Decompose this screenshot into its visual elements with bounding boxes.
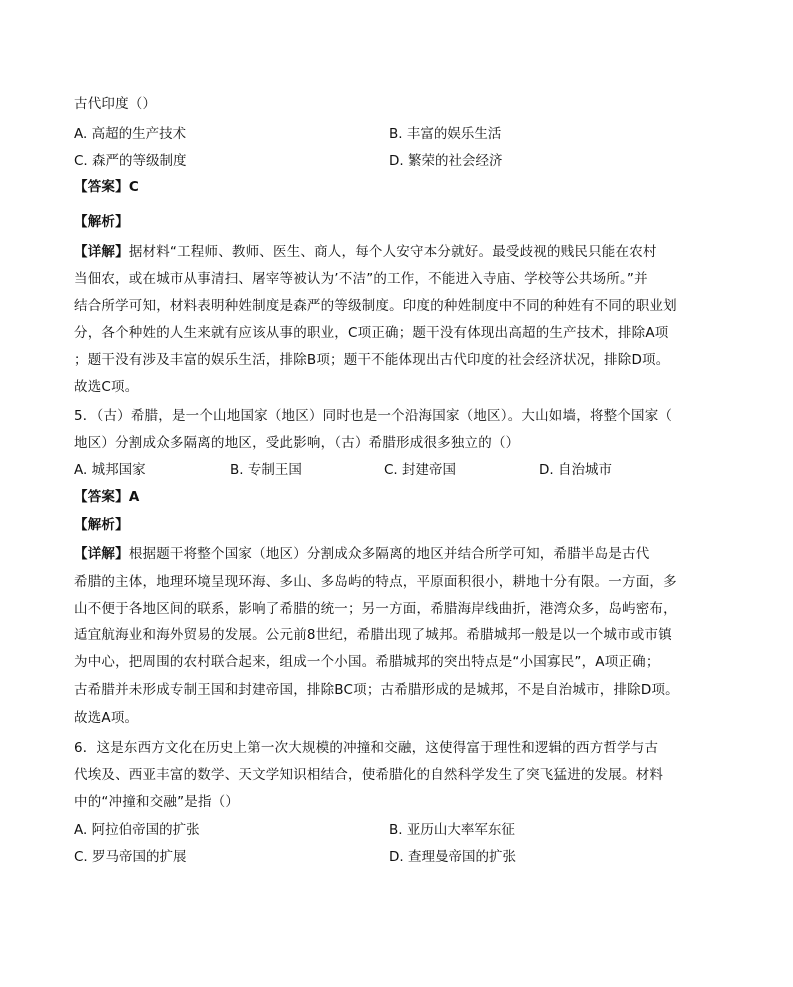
detail-tag: 【详解】 <box>74 546 129 562</box>
q6-option-b: B. 亚历山大率军东征 <box>389 822 515 838</box>
q4-detail-line: 分，各个种姓的人生来就有应该从事的职业，C项正确；题干没有体现出高超的生产技术，排除A项 <box>74 325 669 341</box>
q4-detail-line <box>74 242 714 262</box>
q5-analysis-tag: 【解析】 <box>74 517 129 533</box>
q5-option-a: A. 城邦国家 <box>74 462 146 478</box>
q6-option-c: C. 罗马帝国的扩展 <box>74 849 187 865</box>
q5-option-c: C. 封建帝国 <box>384 462 457 478</box>
detail-text: 根据题干将整个国家（地区）分割成众多隔离的地区并结合所学可知，希腊半岛是古代 <box>128 546 650 562</box>
detail-tag: 【详解】 <box>74 244 129 260</box>
q5-detail-line <box>74 544 714 564</box>
q5-option-d: D. 自治城市 <box>539 462 612 478</box>
q5-detail-line: 山不便于各地区间的联系，影响了希腊的统一；另一方面，希腊海岸线曲折，港湾众多，岛屿密布， <box>74 601 677 617</box>
q5-option-b: B. 专制王国 <box>230 462 302 478</box>
q4-option-c: C. 森严的等级制度 <box>74 153 187 169</box>
answer-value: C <box>128 179 139 195</box>
q4-detail-line: 结合所学可知，材料表明种姓制度是森严的等级制度。印度的种姓制度中不同的种姓有不同的职业划 <box>74 298 677 314</box>
q5-detail-line: 故选A项。 <box>74 710 139 726</box>
q5-detail-line: 希腊的主体，地理环境呈现环海、多山、多岛屿的特点，平原面积很小，耕地十分有限。一方面，多 <box>74 574 677 590</box>
q4-option-b: B. 丰富的娱乐生活 <box>389 126 502 142</box>
q5-detail-line: 古希腊并未形成专制王国和封建帝国，排除BC项；古希腊形成的是城邦，不是自治城市，排除D项。 <box>74 682 679 698</box>
q6-stem-line: 6．这是东西方文化在历史上第一次大规模的冲撞和交融，这使得富于理性和逻辑的西方哲学与古 <box>74 740 659 756</box>
answer-tag: 【答案】 <box>74 489 129 505</box>
q4-option-d: D. 繁荣的社会经济 <box>389 153 503 169</box>
q6-option-a: A. 阿拉伯帝国的扩张 <box>74 822 200 838</box>
q4-analysis-tag: 【解析】 <box>74 214 129 230</box>
q4-detail-line: ；题干没有涉及丰富的娱乐生活，排除B项；题干不能体现出古代印度的社会经济状况，排除D项。 <box>74 352 670 368</box>
q5-detail-line: 为中心，把周围的农村联合起来，组成一个小国。希腊城邦的突出特点是“小国寡民”，A项正确； <box>74 654 660 670</box>
q5-stem-line: 5．（古）希腊，是一个山地国家（地区）同时也是一个沿海国家（地区）。大山如墙，将整个国家（ <box>74 408 673 424</box>
detail-text: 据材料“工程师、教师、医生、商人，每个人安守本分就好。最受歧视的贱民只能在农村 <box>128 244 657 260</box>
q5-stem-line: 地区）分割成众多隔离的地区，受此影响，（古）希腊形成很多独立的（） <box>74 435 520 451</box>
q6-stem-line: 中的“冲撞和交融”是指（） <box>74 794 240 810</box>
answer-value: A <box>128 489 140 505</box>
q4-option-a: A. 高超的生产技术 <box>74 126 187 142</box>
q4-answer-line <box>74 177 714 197</box>
q5-answer-line <box>74 487 714 507</box>
answer-tag: 【答案】 <box>74 179 129 195</box>
q4-detail-line: 故选C项。 <box>74 379 139 395</box>
q5-detail-line: 适宜航海业和海外贸易的发展。公元前8世纪，希腊出现了城邦。希腊城邦一般是以一个城市或市镇 <box>74 627 672 643</box>
q4-stem-tail: 古代印度（） <box>74 96 157 112</box>
q6-stem-line: 代埃及、西亚丰富的数学、天文学知识相结合，使希腊化的自然科学发生了突飞猛进的发展。材料 <box>74 767 664 783</box>
q6-option-d: D. 查理曼帝国的扩张 <box>389 849 516 865</box>
q4-detail-line: 当佃农，或在城市从事清扫、屠宰等被认为’不洁”的工作，不能进入寺庙、学校等公共场所。”并 <box>74 271 648 287</box>
